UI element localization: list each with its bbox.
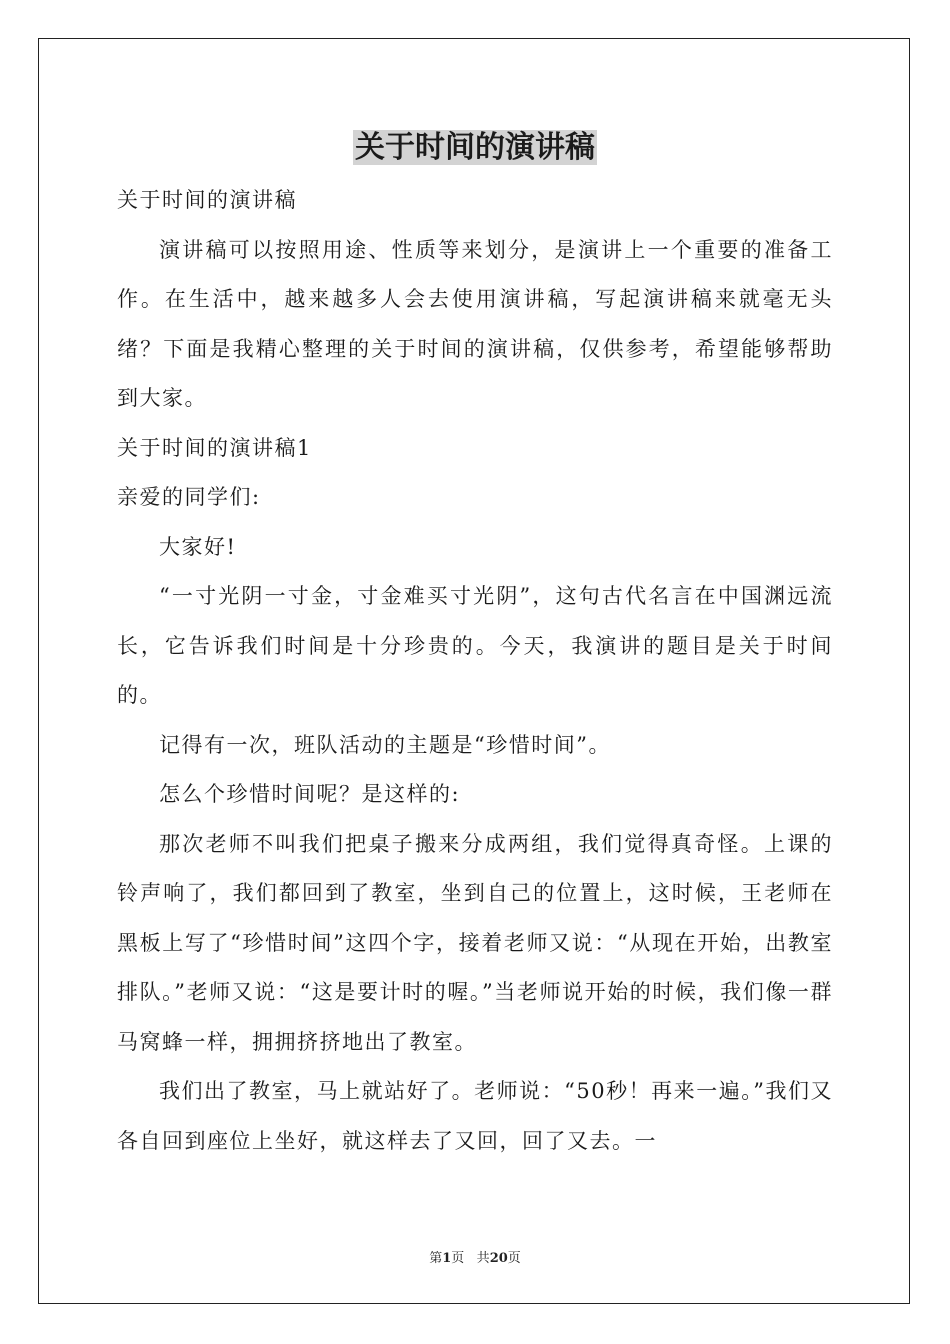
- footer-total-prefix: 共: [476, 1251, 490, 1266]
- paragraph: 我们出了教室，马上就站好了。老师说：“50秒！再来一遍。”我们又各自回到座位上坐好，就这样去了又回，回了又去。一: [117, 1079, 833, 1153]
- footer-page-unit: 页: [451, 1251, 465, 1266]
- paragraph: 关于时间的演讲稿: [117, 188, 297, 212]
- paragraph: 关于时间的演讲稿1: [117, 435, 312, 460]
- page-footer: [0, 1247, 950, 1266]
- document-title: [0, 128, 950, 168]
- paragraph: 大家好!: [159, 534, 237, 559]
- document-title-text: 关于时间的演讲稿: [355, 130, 595, 165]
- footer-prefix: 第: [429, 1251, 443, 1266]
- document-body: [117, 176, 833, 1166]
- paragraph: “一寸光阴一寸金，寸金难买寸光阴”，这句古代名言在中国渊远流长，它告诉我们时间是十分珍贵的。今天，我演讲的题目是关于时间的。: [117, 584, 833, 707]
- paragraph: 怎么个珍惜时间呢？是这样的:: [159, 782, 461, 806]
- footer-total-unit: 页: [507, 1251, 521, 1266]
- current-page-number: 1: [442, 1251, 452, 1266]
- paragraph: 那次老师不叫我们把桌子搬来分成两组，我们觉得真奇怪。上课的铃声响了，我们都回到了教室，坐到自己的位置上，这时候，王老师在黑板上写了“珍惜时间”这四个字，接着老师又说：“从现在开始，出教室排队。”老师又说：“这是要计时的喔。”当老师说开始的时候，我们像一群马窝蜂一样，拥拥挤挤地出了教室。: [117, 831, 833, 1054]
- total-pages-number: 20: [489, 1251, 508, 1266]
- paragraph: 记得有一次，班队活动的主题是“珍惜时间”。: [159, 732, 611, 757]
- paragraph: 亲爱的同学们:: [117, 485, 261, 509]
- paragraph: 演讲稿可以按照用途、性质等来划分，是演讲上一个重要的准备工作。在生活中，越来越多人会去使用演讲稿，写起演讲稿来就毫无头绪？下面是我精心整理的关于时间的演讲稿，仅供参考，希望能够帮助到大家。: [117, 237, 833, 410]
